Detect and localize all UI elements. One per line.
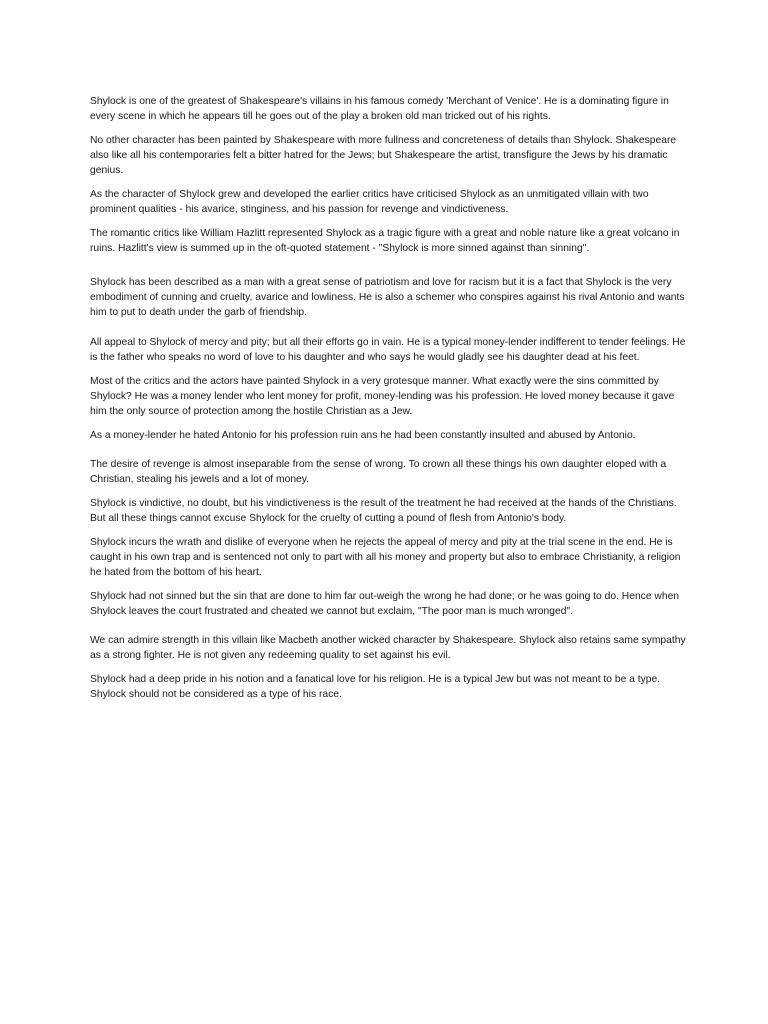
paragraph-13: We can admire strength in this villain like Macbeth another wicked character by Shakespeare. Shylock also retains same sympathy as a strong fighter. He is not given any redeeming quality to set against his evil. [90, 635, 686, 661]
paragraph-2: No other character has been painted by Shakespeare with more fullness and concreteness of details than Shylock. Shakespeare also like all his contemporaries felt a bitter hatred for the Jews; but Shakespeare the artist, transfigure the Jews by his dramatic genius. [90, 135, 677, 176]
paragraph-12: Shylock had not sinned but the sin that are done to him far out-weigh the wrong he had done; or he was going to do. Hence when Shylock leaves the court frustrated and cheated we cannot but exclaim, "The poor man is much wronged". [90, 591, 680, 617]
paragraph-10: Shylock is vindictive, no doubt, but his vindictiveness is the result of the treatment he had received at the hands of the Christians. But all these things cannot excuse Shylock for the cruelty of cutting a pound of flesh from Antonio's body. [90, 498, 677, 524]
paragraph-5: Shylock has been described as a man with a great sense of patriotism and love for racism but it is a fact that Shylock is the very embodiment of cunning and cruelty, avarice and lowliness. He is also a schemer who conspires against his rival Antonio and wants him to put to death under the garb of friendship. [90, 277, 685, 318]
paragraph-4: The romantic critics like William Hazlitt represented Shylock as a tragic figure with a great and noble nature like a great volcano in ruins. Hazlitt's view is summed up in the oft-quoted statement - "Shylock is more sinned against than sinning". [90, 228, 680, 254]
paragraph-6: All appeal to Shylock of mercy and pity; but all their efforts go in vain. He is a typical money-lender indifferent to tender feelings. He is the father who speaks no word of love to his daughter and who says he would gladly see his daughter dead at his feet. [90, 337, 686, 363]
document-page [90, 94, 690, 711]
paragraph-14: Shylock had a deep pride in his notion and a fanatical love for his religion. He is a typical Jew but was not meant to be a type. Shylock should not be considered as a type of his race. [90, 674, 661, 700]
paragraph-9: The desire of revenge is almost inseparable from the sense of wrong. To crown all these things his own daughter eloped with a Christian, stealing his jewels and a lot of money. [90, 459, 667, 485]
paragraph-8: As a money-lender he hated Antonio for his profession ruin ans he had been constantly insulted and abused by Antonio. [90, 430, 636, 441]
paragraph-1: Shylock is one of the greatest of Shakespeare's villains in his famous comedy 'Merchant of Venice'. He is a dominating figure in every scene in which he appears till he goes out of the play a broken old man tricked out of his rights. [90, 96, 669, 122]
paragraph-3: As the character of Shylock grew and developed the earlier critics have criticised Shylock as an unmitigated villain with two prominent qualities - his avarice, stinginess, and his passion for revenge and vindictiveness. [90, 189, 649, 215]
paragraph-11: Shylock incurs the wrath and dislike of everyone when he rejects the appeal of mercy and pity at the trial scene in the end. He is caught in his own trap and is sentenced not only to part with all his money and property but also to embrace Christianity, a religion he hated from the bottom of his heart. [90, 537, 681, 578]
paragraph-7: Most of the critics and the actors have painted Shylock in a very grotesque manner. What exactly were the sins committed by Shylock? He was a money lender who lent money for profit, money-lending was his profession. He loved money because it gave him the only source of protection among the hostile Christian as a Jew. [90, 376, 675, 417]
